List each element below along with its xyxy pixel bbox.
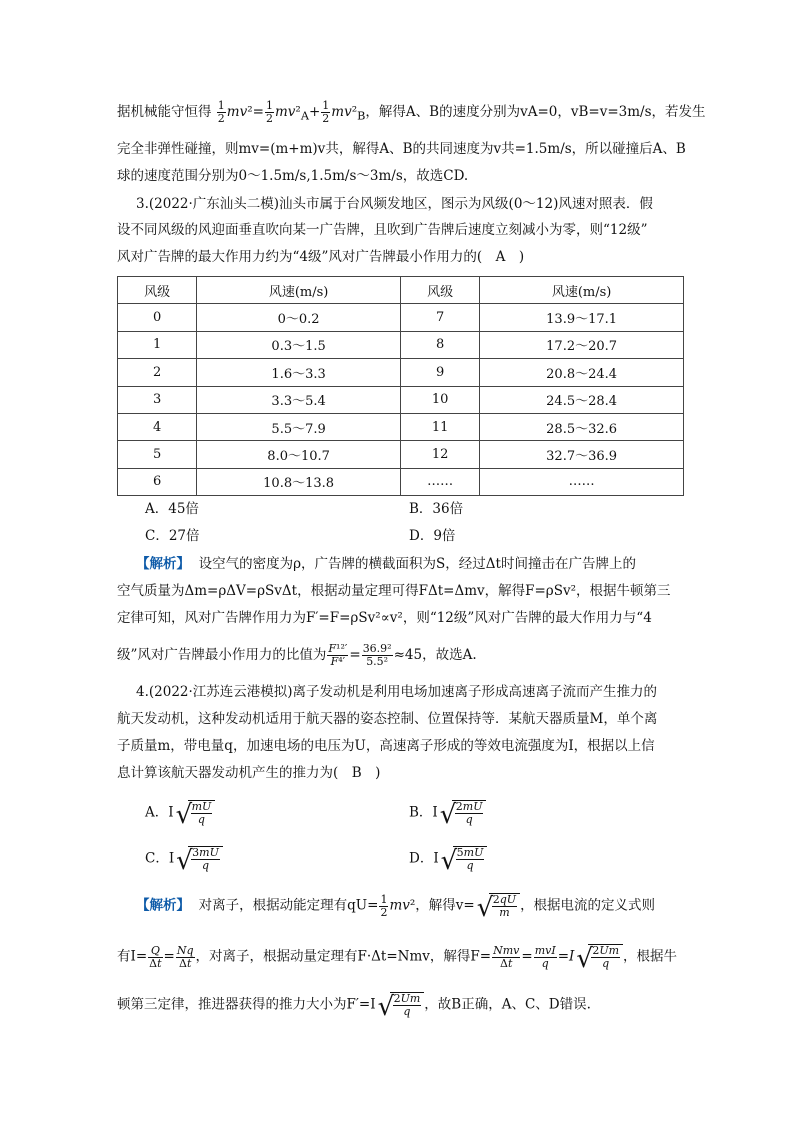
table-cell: 10 [400,386,479,413]
q3-option-b: B．36倍 [409,501,464,517]
prev-line-1: 据机械能守恒得 $\frac{1}{2}$ mv²= $\frac{1}{2}$ $mv^2_A+$ $\frac{1}{2}$ $mv^2_B$，解得A、B的速度分别为vA=0，vB=v=3m/s，若发生 [117,99,706,125]
table-cell: 7 [400,304,479,331]
table-row [118,331,684,358]
q3-line-1: 3.(2022·广东汕头二模)汕头市属于台风频发地区，图示为风级(0～12)风速对照表．假 [136,196,653,212]
table-cell: …… [400,468,479,495]
table-cell: 17.2～20.7 [480,331,684,358]
table-cell: 2 [118,359,197,386]
q4-line-3: 子质量m，带电量q，加速电场的电压为U，高速离子形成的等效电流强度为I，根据以上信 [117,738,655,754]
q3-line-3: 风对广告牌的最大作用力约为“4级”风对广告牌最小作用力的( A ) [117,249,525,265]
table-cell: 0～0.2 [197,304,401,331]
q4-line-2: 航天发动机，这种发动机适用于航天器的姿态控制、位置保持等．某航天器质量M，单个离 [117,711,658,727]
q3-solution-line-4: 级”风对广告牌最小作用力的比值为 $\frac{\text{F¹²′}}{\text{F⁴′}}$ = $\frac{\text{36.9²}}{\text{5.5²}}$ ≈45，故选A. [117,642,477,668]
table-header-row [118,277,684,304]
table-cell: 0.3～1.5 [197,331,401,358]
table-cell: 8.0～10.7 [197,441,401,468]
table-cell: 4 [118,413,197,440]
table-cell: 6 [118,468,197,495]
q4-line-1: 4.(2022·江苏连云港模拟)离子发动机是利用电场加速离子形成高速离子流而产生推力的 [136,684,658,700]
table-cell: 5 [118,441,197,468]
q3-option-a: A．45倍 [145,501,199,517]
table-cell: 13.9～17.1 [480,304,684,331]
q3-solution-line-2: 空气质量为Δm=ρΔV=ρSvΔt，根据动量定理可得FΔt=Δmv，解得F=ρSv²，根据牛顿第三 [117,583,671,599]
table-cell: 1.6～3.3 [197,359,401,386]
table-cell: 0 [118,304,197,331]
q3-line-2: 设不同风级的风迎面垂直吹向某一广告牌，且吹到广告牌后速度立刻减小为零，则“12级” [117,222,648,238]
table-cell: 11 [400,413,479,440]
wind-speed-table [117,276,684,496]
table-header: 风速(m/s) [480,277,684,304]
table-row [118,304,684,331]
q4-option-a: A．I √ $\frac{mU}{q}$ [145,800,215,826]
table-row [118,413,684,440]
table-cell: 12 [400,441,479,468]
q4-option-b: B．I √ $\frac{2mU}{q}$ [409,800,486,826]
table-cell: 3 [118,386,197,413]
table-row [118,359,684,386]
table-header: 风级 [400,277,479,304]
q4-option-d: D．I √ $\frac{5mU}{q}$ [409,846,487,872]
q4-solution-line-3: 顿第三定律，推进器获得的推力大小为F′=I √ $\frac{2Um}{q}$ ，故B正确，A、C、D错误. [117,992,591,1022]
table-cell: 10.8～13.8 [197,468,401,495]
q3-solution-line-3: 定律可知，风对广告牌作用力为F′=F=ρSv²∝v²，则“12级”风对广告牌的最大作用力与“4 [117,610,652,626]
table-row [118,441,684,468]
q4-solution-line-1: 【解析】 对离子，根据动能定理有qU= $\frac{1}{2}$ mv²，解得v= √ $\frac{2qU}{m}$ ，根据电流的定义式则 [136,892,656,923]
table-cell: 9 [400,359,479,386]
table-cell: 1 [118,331,197,358]
q3-option-d: D．9倍 [409,528,456,544]
table-cell: 8 [400,331,479,358]
prev-line-3: 球的速度范围分别为0～1.5m/s,1.5m/s～3m/s，故选CD. [117,168,469,184]
table-cell: 28.5～32.6 [480,413,684,440]
q4-option-c: C．I √ $\frac{3mU}{q}$ [145,846,223,872]
table-cell: …… [480,468,684,495]
q3-option-c: C．27倍 [145,528,200,544]
q4-solution-line-2: 有I= $\frac{Q}{\Delta t}$ = $\frac{Nq}{\Delta t}$ ，对离子，根据动量定理有F·Δt=Nmv，解得F= $\frac{\text{Nmv}}{\Delta t}$ = $\frac{\text{mvI}}{q}$ =I √ $\frac{2Um}{q}$ ，根据牛 [117,943,678,974]
prev-line-2: 完全非弹性碰撞，则mv=(m+m)v共，解得A、B的共同速度为v共=1.5m/s，所以碰撞后A、B [117,141,686,157]
table-cell: 20.8～24.4 [480,359,684,386]
table-cell: 24.5～28.4 [480,386,684,413]
table-header: 风速(m/s) [197,277,401,304]
table-row [118,468,684,495]
table-cell: 32.7～36.9 [480,441,684,468]
q4-line-4: 息计算该航天器发动机产生的推力为( B ) [117,765,381,781]
table-row [118,386,684,413]
solution-tag: 【解析】 [136,556,190,572]
solution-tag: 【解析】 [136,897,190,914]
q3-solution-line-1: 【解析】 设空气的密度为ρ，广告牌的横截面积为S，经过Δt时间撞击在广告牌上的 [136,556,636,572]
table-cell: 5.5～7.9 [197,413,401,440]
table-cell: 3.3～5.4 [197,386,401,413]
table-header: 风级 [118,277,197,304]
